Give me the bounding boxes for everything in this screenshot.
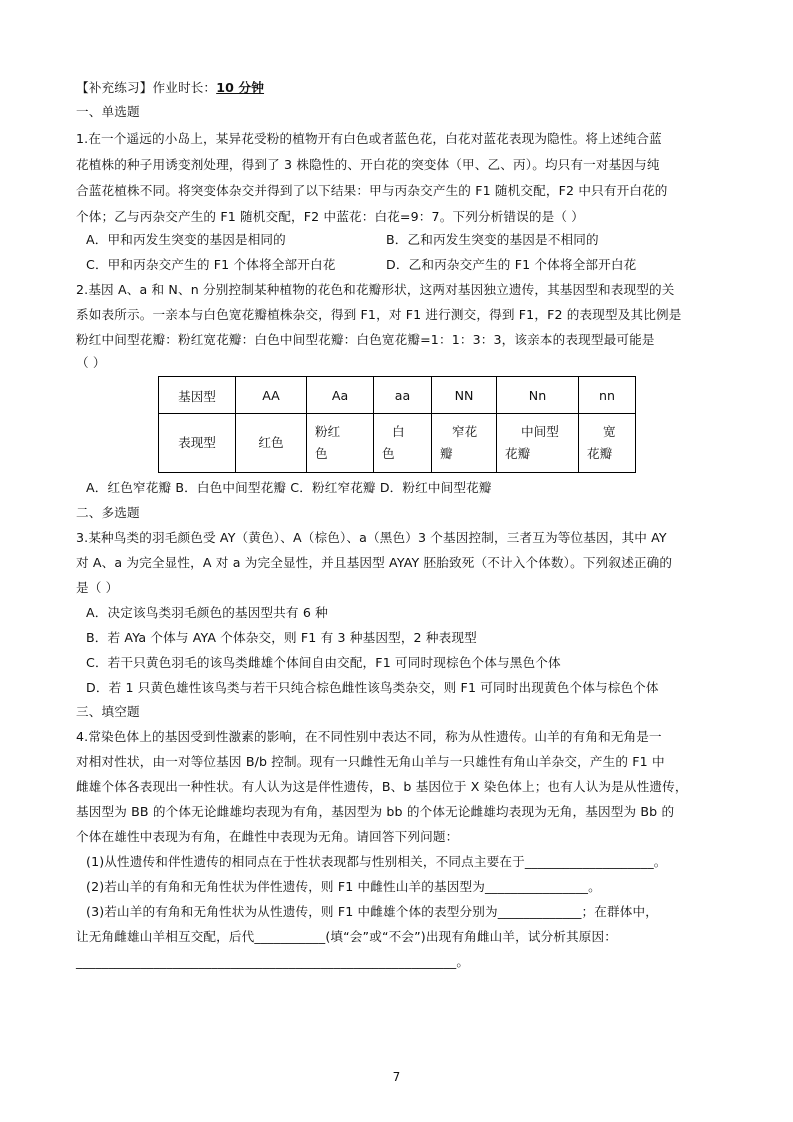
- cell-text: 红色: [258, 435, 284, 450]
- q1-option-a: A．甲和丙发生突变的基因是相同的: [86, 232, 286, 247]
- table-cell: [497, 414, 579, 473]
- q3-line: 3.某种鸟类的羽毛颜色受 AY（黄色）、A（棕色）、a（黑色）3 个基因控制，三者互为等位基因，其中 AY: [76, 530, 667, 545]
- q4-line: 4.常染色体上的基因受到性激素的影响，在不同性别中表达不同，称为从性遗传。山羊的有角和无角是一: [76, 729, 662, 744]
- q4-line: 雌雄个体各表现出一种性状。有人认为这是伴性遗传，B、b 基因位于 X 染色体上；也有人认为是从性遗传，: [76, 779, 688, 794]
- q1-option-b: B．乙和丙发生突变的基因是不相同的: [386, 232, 599, 247]
- header-prefix: 【补充练习】作业时长：: [76, 80, 217, 95]
- table-cell: nn: [579, 377, 636, 414]
- section-title-fill: 三、填空题: [76, 704, 140, 719]
- table-cell: [236, 414, 307, 473]
- table-row: [159, 414, 636, 473]
- q1-option-c: C．甲和丙杂交产生的 F1 个体将全部开白花: [86, 257, 336, 272]
- cell-text: 花瓣: [505, 446, 531, 461]
- cell-text: 白: [392, 424, 405, 439]
- q4-line: 基因型为 BB 的个体无论雌雄均表现为有角，基因型为 bb 的个体无论雌雄均表现为无角，基因型为 Bb 的: [76, 804, 675, 819]
- cell-text: 色: [382, 446, 395, 461]
- q1-line: 花植株的种子用诱变剂处理，得到了 3 株隐性的、开白花的突变体（甲、乙、丙）。均只有一对基因与纯: [76, 157, 660, 172]
- table-cell: aa: [374, 377, 432, 414]
- table-cell: Aa: [307, 377, 374, 414]
- q3-option-d: D．若 1 只黄色雄性该鸟类与若干只纯合棕色雌性该鸟类杂交，则 F1 可同时出现黄色个体与棕色个体: [86, 680, 659, 695]
- cell-text: 粉红: [315, 424, 341, 439]
- cell-text: 表现型: [178, 435, 216, 450]
- q3-line: 对 A、a 为完全显性，A 对 a 为完全显性，并且基因型 AYAY 胚胎致死（不计入个体数）。下列叙述正确的: [76, 555, 673, 570]
- cell-text: 花瓣: [587, 446, 613, 461]
- q2-line: 2.基因 A、a 和 N、n 分别控制某种植物的花色和花瓣形状，这两对基因独立遗传，其基因型和表现型的关: [76, 282, 675, 297]
- q2-line: 粉红中间型花瓣：粉红宽花瓣：白色中间型花瓣：白色宽花瓣=1：1：3：3，该亲本的表现型最可能是: [76, 332, 655, 347]
- cell-text: 色: [315, 446, 328, 461]
- q4-line: 个体在雄性中表现为有角，在雌性中表现为无角。请回答下列问题：: [76, 829, 459, 844]
- table-header-row: [159, 377, 636, 414]
- table-cell: [307, 414, 374, 473]
- cell-text: 中间型: [521, 424, 559, 439]
- table-cell: [579, 414, 636, 473]
- q4-answer-blank: ___________________________________________________________。: [76, 954, 470, 969]
- q3-option-b: B．若 AYa 个体与 AYA 个体杂交，则 F1 有 3 种基因型，2 种表现型: [86, 630, 477, 645]
- table-cell: Nn: [497, 377, 579, 414]
- homework-duration: 10 分钟: [216, 80, 265, 95]
- table-cell: 基因型: [159, 377, 236, 414]
- q1-line: 个体；乙与丙杂交产生的 F1 随机交配，F2 中蓝花：白花=9：7。下列分析错误的是（ ）: [76, 209, 585, 224]
- table-cell: [159, 414, 236, 473]
- q1-line: 1.在一个遥远的小岛上，某异花受粉的植物开有白色或者蓝色花，白花对蓝花表现为隐性。将上述纯合蓝: [76, 131, 662, 146]
- q3-option-c: C．若干只黄色羽毛的该鸟类雌雄个体间自由交配，F1 可同时现棕色个体与黑色个体: [86, 655, 561, 670]
- q4-subquestion-1: (1)从性遗传和伴性遗传的相同点在于性状表现都与性别相关，不同点主要在于____________________。: [86, 854, 667, 869]
- table-cell: [374, 414, 432, 473]
- table-cell: AA: [236, 377, 307, 414]
- q4-line: 对相对性状，由一对等位基因 B/b 控制。现有一只雌性无角山羊与一只雄性有角山羊杂交，产生的 F1 中: [76, 754, 665, 769]
- cell-text: 瓣: [440, 446, 453, 461]
- q2-line: 系如表所示。一亲本与白色宽花瓣植株杂交，得到 F1，对 F1 进行测交，得到 F1，F2 的表现型及其比例是: [76, 307, 682, 322]
- q2-line: （ ）: [76, 355, 106, 370]
- q2-options: A．红色窄花瓣 B．白色中间型花瓣 C．粉红窄花瓣 D．粉红中间型花瓣: [86, 480, 492, 495]
- q4-subquestion-2: (2)若山羊的有角和无角性状为伴性遗传，则 F1 中雌性山羊的基因型为________________。: [86, 879, 601, 894]
- q3-option-a: A．决定该鸟类羽毛颜色的基因型共有 6 种: [86, 605, 328, 620]
- genotype-phenotype-table: [158, 376, 636, 473]
- section-title-single: 一、单选题: [76, 104, 140, 119]
- table-cell: [432, 414, 497, 473]
- q4-subquestion-3-cont: 让无角雌雄山羊相互交配，后代___________(填“会”或“不会”)出现有角雌山羊，试分析其原因：: [76, 929, 618, 944]
- q1-option-d: D．乙和丙杂交产生的 F1 个体将全部开白花: [386, 257, 637, 272]
- section-title-multi: 二、多选题: [76, 505, 140, 520]
- homework-header: [76, 79, 264, 97]
- q3-line: 是（ ）: [76, 580, 119, 595]
- page-number: 7: [392, 1070, 401, 1084]
- cell-text: 宽: [603, 424, 616, 439]
- q4-subquestion-3: (3)若山羊的有角和无角性状为从性遗传，则 F1 中雌雄个体的表型分别为_____________；在群体中，: [86, 904, 658, 919]
- q1-line: 合蓝花植株不同。将突变体杂交并得到了以下结果：甲与丙杂交产生的 F1 随机交配，F2 中只有开白花的: [76, 183, 668, 198]
- cell-text: 窄花: [452, 424, 478, 439]
- table-cell: NN: [432, 377, 497, 414]
